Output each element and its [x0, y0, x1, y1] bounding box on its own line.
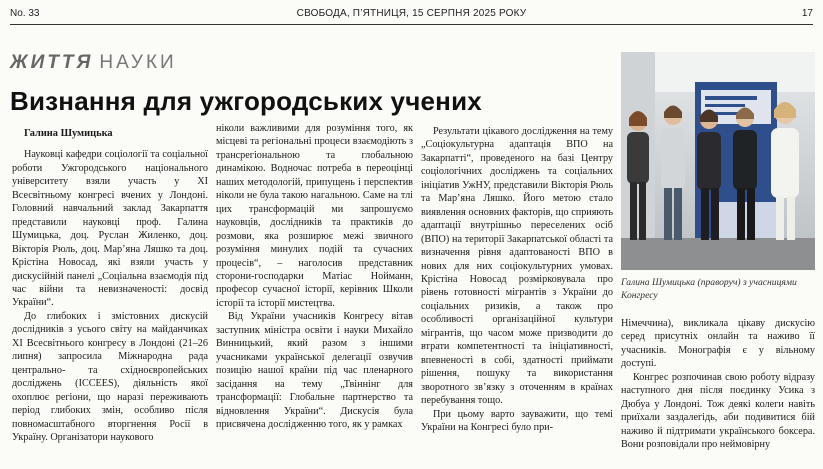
page-number: 17 [801, 8, 813, 19]
column-4 [621, 317, 815, 452]
issue-number: No. 33 [10, 8, 40, 19]
section-rubric [10, 52, 177, 74]
paragraph: Результати цікавого дослідження на тему „Соціокультурна адаптація ВПО на Закарпатті“, проведеного на базі Центру соціологічних досліджень та соціальних ініціатив УжНУ, представили Вікторія Рюль та Мар’яна Ляшко. Його метою стало виявлення основних факторів, що сприяють адаптації внутрішньо переселених осіб (ВПО) на території Закарпатської області та визначення рівня адаптованості ВПО в нових для них соціокультурних умовах. Крістіна Новосад розмірковувала про рівень готовності мігрантів з України до соціальних ризиків, а також про особливості організаційної культури мігрантів, що часом може призводити до втрати компетентності та ініціативності, впевненості в собі, здатності приймати рішення, пошуку та використання зворотного зв’язку з оточенням в країнах перебування тощо. [421, 126, 613, 407]
paragraph: При цьому варто зауважити, що темі України на Конгресі було при- [421, 408, 613, 433]
column-3 [421, 125, 613, 434]
header-rule [10, 24, 813, 25]
column-2 [216, 122, 413, 431]
group-photo-image [621, 52, 815, 270]
page-header [10, 6, 813, 22]
paragraph: Від України учасників Конгресу вітав заступник міністра освіти і науки Михайло Винницький, який разом з іншими учасниками української делегації озвучив позицію нашої країни під час пленарного засідання на тему „Твіннінг для трансформації: Глобальне партнерство та відновлення України“. Дискусія була присвячена дослідженню того, як у рамках [216, 311, 413, 430]
paragraph: ніколи важливими для розуміння того, як місцеві та регіональні процеси взаємодіють з трансрегіональною та глобальною динамікою. Водночас потреба в переоцінці наших методологій, припущень і перспектив ніколи не була такою нагальною. Саме на тлі цих трансформацій ми запрошуємо науковців, дослідників та практиків до розмови, яка розширює межі звичного розуміння минулих подій та сучасних процесів“, – наголосив представник сторони-господарки Матіас Нойманн, професор сучасної історії, керівник Школи історії та історії мистецтва. [216, 123, 413, 309]
masthead-date: СВОБОДА, П’ЯТНИЦЯ, 15 СЕРПНЯ 2025 РОКУ [296, 8, 527, 19]
paragraph: Науковці кафедри соціології та соціальної роботи Ужгородського національного університету взяли участь у XI Всесвітньому конгресі вчених у Лондоні. Головний навчальний заклад Закарпаття представили науковці проф. Галина Шумицька, доц. Руслан Жиленко, доц. Вікторія Рюль, доц. Мар’яна Ляшко та доц. Крістіна Новосад, які взяли участь у дискусійній панелі „Соціальна взаємодія під час війни та невизначеності: досвід України“. [12, 149, 208, 309]
rubric-part2: НАУКИ [99, 52, 177, 73]
column-1 [12, 127, 208, 444]
article-photo [621, 52, 815, 270]
article-headline: Визнання для ужгородських учених [10, 86, 482, 116]
paragraph: Конгрес розпочинав свою роботу відразу наступного дня після поєдинку Усика з Дюбуа у Лондоні. Тож деякі колеги навіть приїхали заздалегідь, аби подивитися бій наживо й підтримати українського боксера. Вони розповідали про неймовірну [621, 371, 815, 451]
rubric-part1: ЖИТТЯ [10, 52, 94, 73]
paragraph: Німеччина), викликала цікаву дискусію серед присутніх онлайн та наживо її учасників. Монографія є у вільному доступі. [621, 318, 815, 370]
photo-caption: Галина Шумицька (праворуч) з учасницями Конгресу [621, 277, 797, 301]
paragraph: До глибоких і змістовних дискусій дослідників з усього світу на майданчиках XI Всесвітнього конгресу в Лондоні (21–26 липня) запросила Міжнародна рада центрально- та східноєвропейських досліджень (ICCEES), діяльність якої охоплює регіони, що наразі переживають період глибоких змін, особливо після повномасштабного вторгнення Росії в Україну. Організатори наукового [12, 310, 208, 443]
article-author: Галина Шумицька [24, 128, 113, 139]
